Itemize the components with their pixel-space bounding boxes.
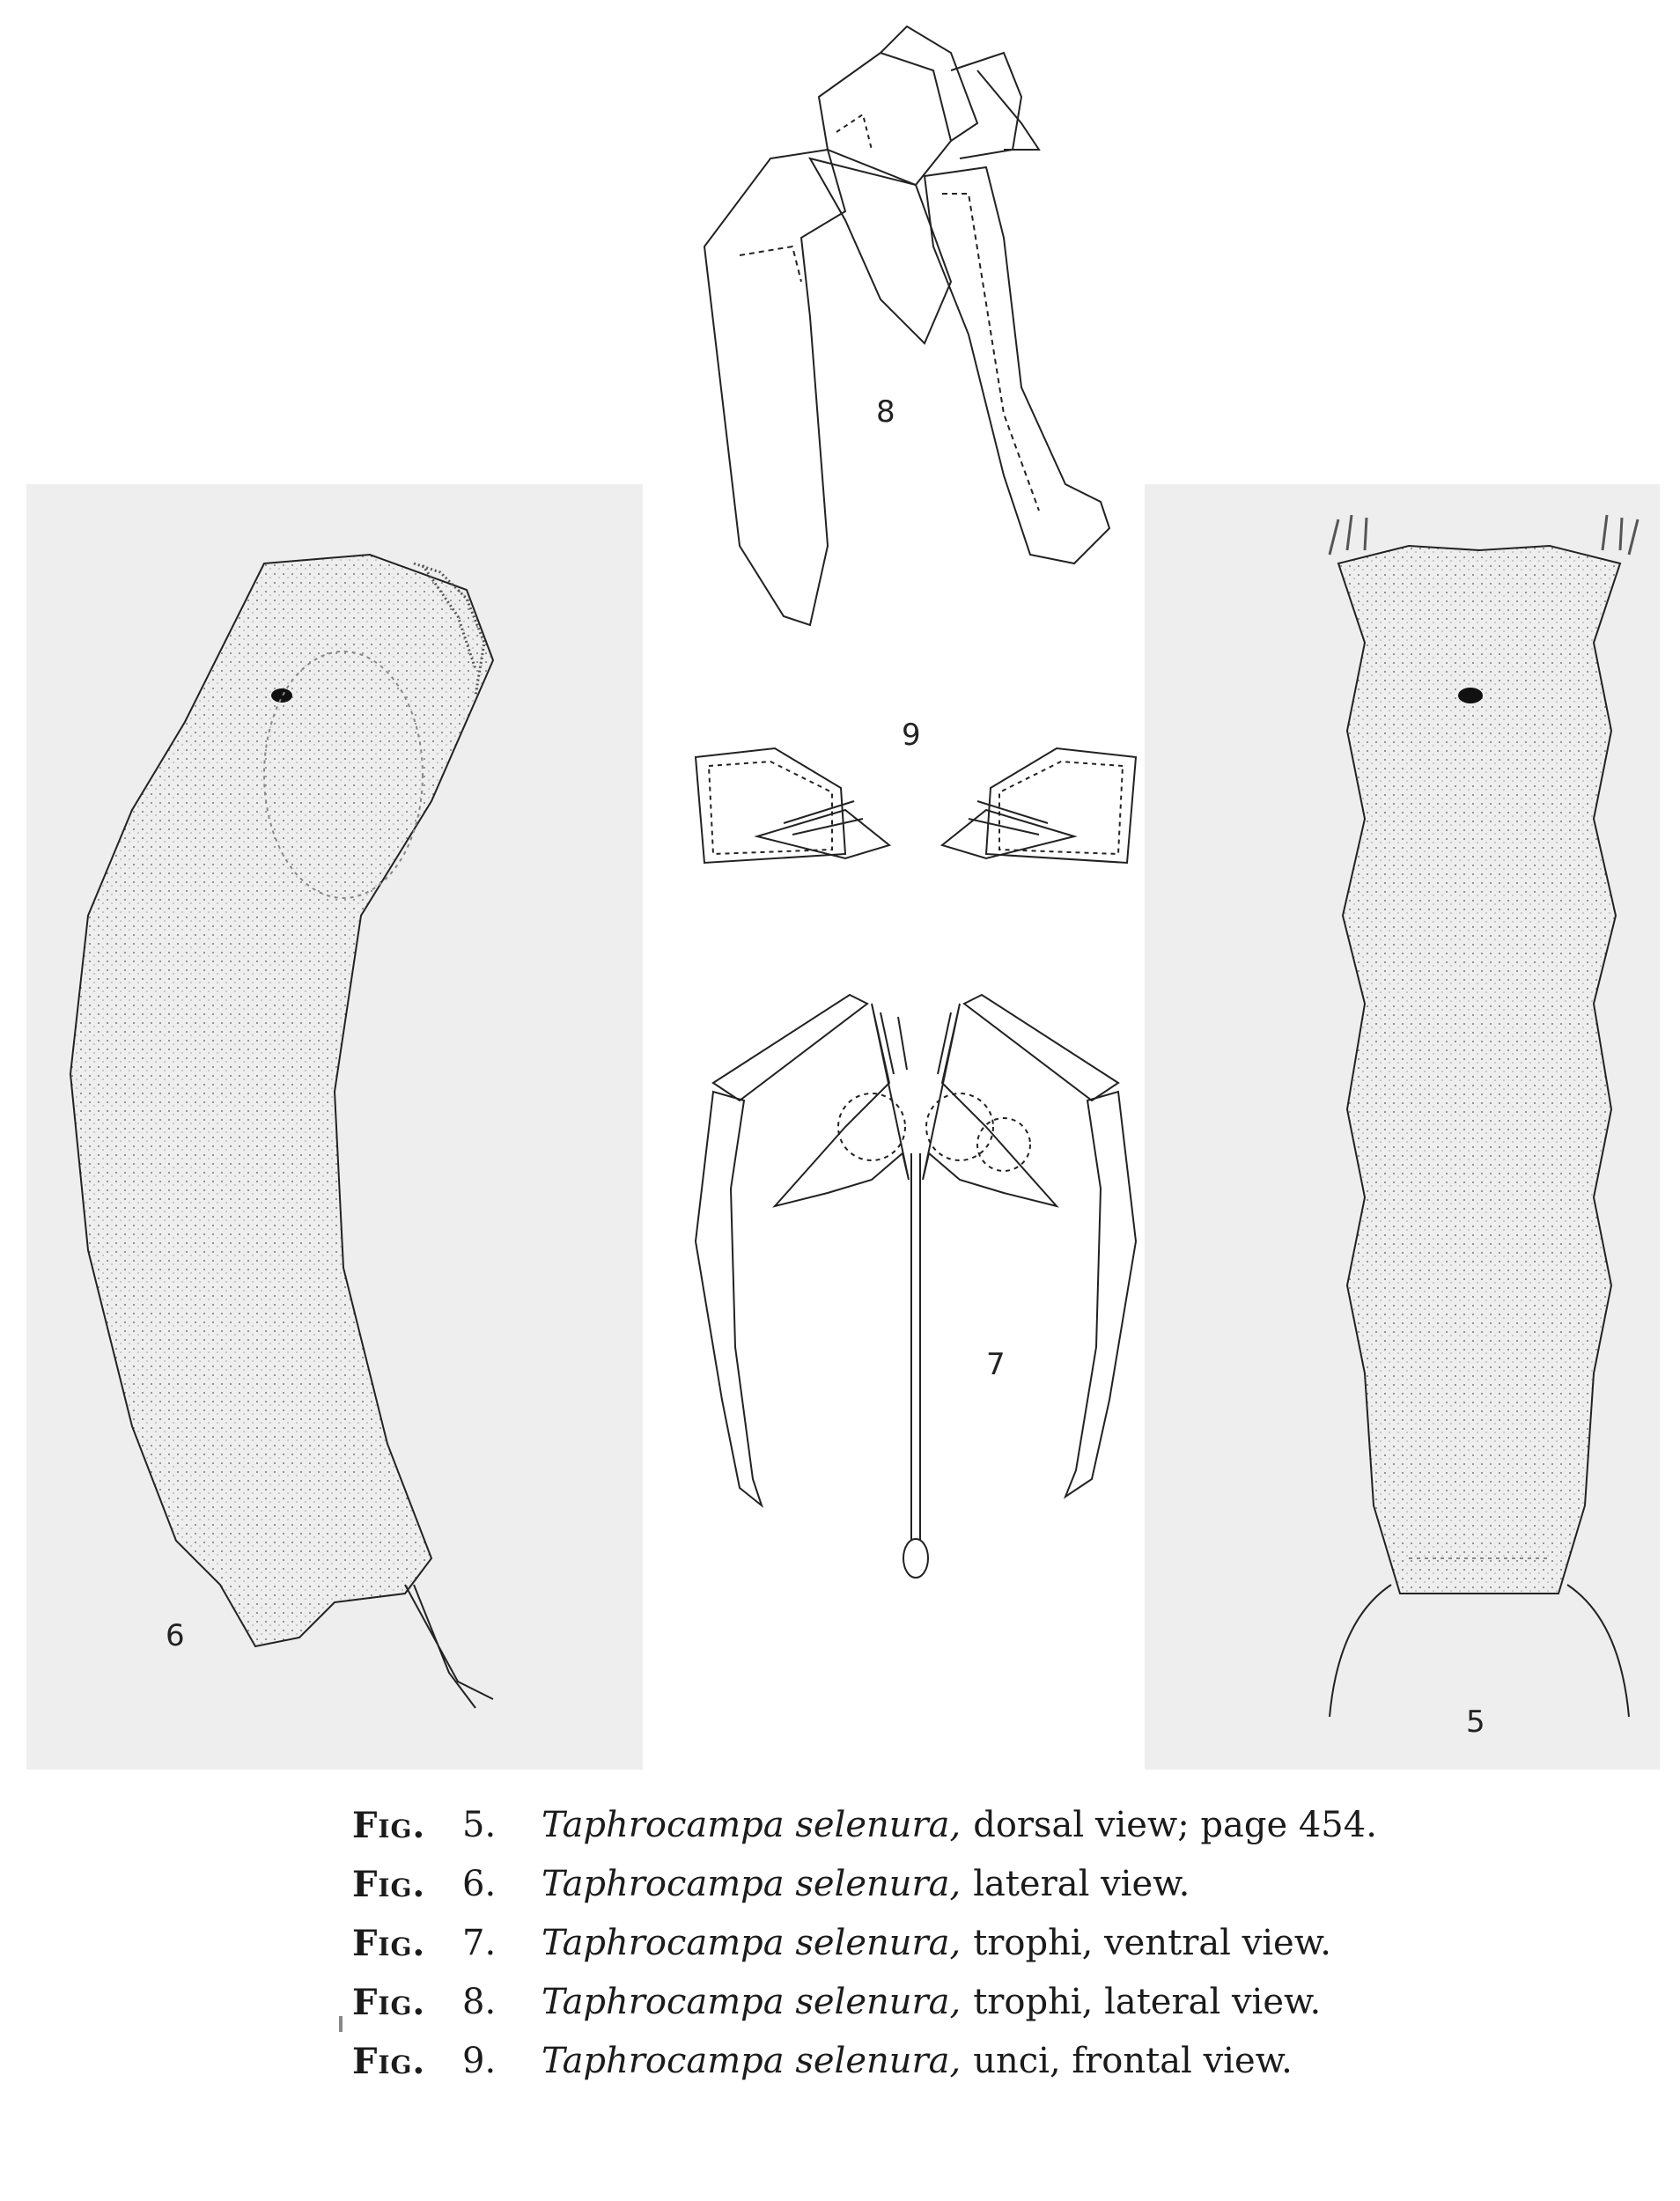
caption-species: Taphrocampa selenura, xyxy=(542,1864,962,1904)
caption-fig-9 xyxy=(352,2032,1497,2091)
caption-text: lateral view. xyxy=(973,1864,1190,1904)
caption-number: 9. xyxy=(462,2041,497,2081)
caption-block xyxy=(352,1796,1497,2091)
figure-8-label: 8 xyxy=(876,394,895,430)
caption-prefix: Fig. xyxy=(352,2041,426,2082)
figure-5-label: 5 xyxy=(1466,1704,1485,1740)
caption-prefix: Fig. xyxy=(352,1805,426,1846)
caption-text: trophi, ventral view. xyxy=(973,1923,1331,1963)
caption-fig-7 xyxy=(352,1914,1497,1973)
figure-9-drawing xyxy=(687,740,1145,880)
caption-species: Taphrocampa selenura, xyxy=(542,1982,962,2022)
caption-text: trophi, lateral view. xyxy=(973,1982,1322,2022)
caption-number: 5. xyxy=(462,1805,497,1845)
figure-8-drawing xyxy=(687,18,1145,634)
figure-7-label: 7 xyxy=(986,1347,1006,1382)
caption-text: dorsal view; page 454. xyxy=(973,1805,1377,1845)
caption-number: 7. xyxy=(462,1923,497,1963)
caption-number: 6. xyxy=(462,1864,497,1904)
figure-6-label: 6 xyxy=(166,1618,185,1653)
caption-species: Taphrocampa selenura, xyxy=(542,2041,962,2081)
caption-number: 8. xyxy=(462,1982,497,2022)
caption-text: unci, frontal view. xyxy=(973,2041,1293,2081)
figure-9-label: 9 xyxy=(902,718,921,753)
caption-fig-5 xyxy=(352,1796,1497,1855)
caption-fig-6 xyxy=(352,1855,1497,1914)
caption-species: Taphrocampa selenura, xyxy=(542,1805,962,1845)
figure-7-drawing xyxy=(669,977,1162,1594)
caption-species: Taphrocampa selenura, xyxy=(542,1923,962,1963)
figure-5-drawing xyxy=(1312,511,1647,1734)
scan-artifact xyxy=(339,2016,343,2032)
caption-prefix: Fig. xyxy=(352,1923,426,1964)
caption-fig-8 xyxy=(352,1973,1497,2032)
caption-prefix: Fig. xyxy=(352,1982,426,2023)
figure-6-drawing xyxy=(53,546,511,1717)
caption-prefix: Fig. xyxy=(352,1864,426,1905)
